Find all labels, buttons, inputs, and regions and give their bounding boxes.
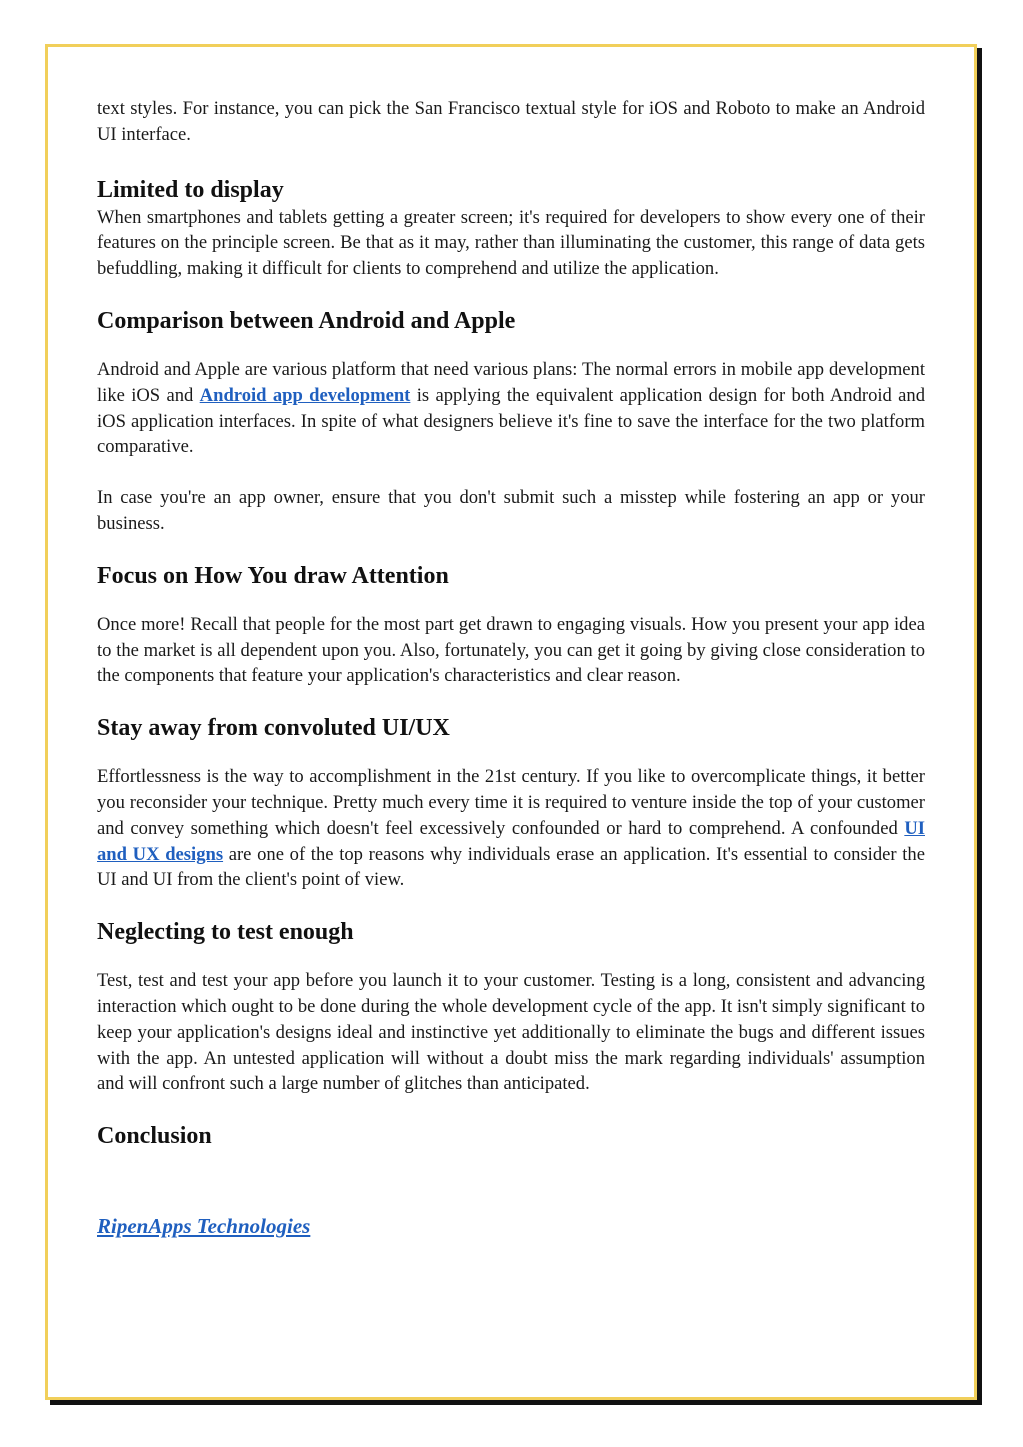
heading-comparison: Comparison between Android and Apple [97, 307, 516, 334]
paragraph-limited-to-display: When smartphones and tablets getting a greater screen; it's required for developers to show every one of their features on the principle screen. Be that as it may, rather than illuminating the customer, this range of data gets befuddling, making it difficult for clients to comprehend and utilize the application. [97, 206, 925, 280]
document-body [97, 96, 925, 1239]
footer [97, 1214, 925, 1239]
intro-paragraph: text styles. For instance, you can pick the San Francisco textual style for iOS and Roboto to make an Android UI interface. [97, 98, 925, 145]
heading-convoluted-ui-ux: Stay away from convoluted UI/UX [97, 715, 450, 742]
paragraph-focus-attention: Once more! Recall that people for the most part get drawn to engaging visuals. How you present your app idea to the market is all dependent upon you. Also, fortunately, you can get it going by giving close consideration to the components that feature your application's characteristics and clear reason. [97, 613, 925, 687]
paragraph-testing: Test, test and test your app before you launch it to your customer. Testing is a long, consistent and advancing interaction which ought to be done during the whole development cycle of the app. It isn't simply significant to keep your application's designs ideal and instinctive yet additionally to eliminate the bugs and different issues with the app. An untested application will without a doubt miss the mark regarding individuals' assumption and will confront such a large number of glitches than anticipated. [97, 970, 925, 1095]
heading-limited-to-display: Limited to display [97, 176, 284, 203]
paragraph-comparison-1 [97, 357, 925, 460]
android-app-development-link[interactable]: Android app development [199, 384, 411, 406]
ripenapps-technologies-link[interactable]: RipenApps Technologies [97, 1214, 311, 1239]
heading-focus-attention: Focus on How You draw Attention [97, 562, 449, 589]
paragraph-text: Effortlessness is the way to accomplishment in the 21st century. If you like to overcomplicate things, it better you reconsider your technique. Pretty much every time it is required to venture inside the top of your customer and convey something which doesn't feel excessively confounded or hard to comprehend. A confounded [97, 766, 925, 839]
paragraph-text: is applying the equivalent application design for both Android and iOS application interfaces. In spite of what designers believe it's fine to save the interface for the two platform comparative. [97, 384, 926, 458]
paragraph-text: are one of the top reasons why individuals erase an application. It's essential to consider the UI and UI from the client's point of view. [97, 843, 925, 891]
ui-ux-designs-link[interactable]: UI and UX designs [97, 817, 925, 865]
paragraph-convoluted-ui-ux [97, 764, 925, 893]
heading-testing: Neglecting to test enough [97, 919, 354, 946]
heading-conclusion: Conclusion [97, 1123, 212, 1150]
paragraph-text: Android and Apple are various platform that need various plans: The normal errors in mobile app development like iOS and [97, 358, 925, 406]
paragraph-comparison-2: In case you're an app owner, ensure that you don't submit such a misstep while fostering an app or your business. [97, 487, 925, 534]
